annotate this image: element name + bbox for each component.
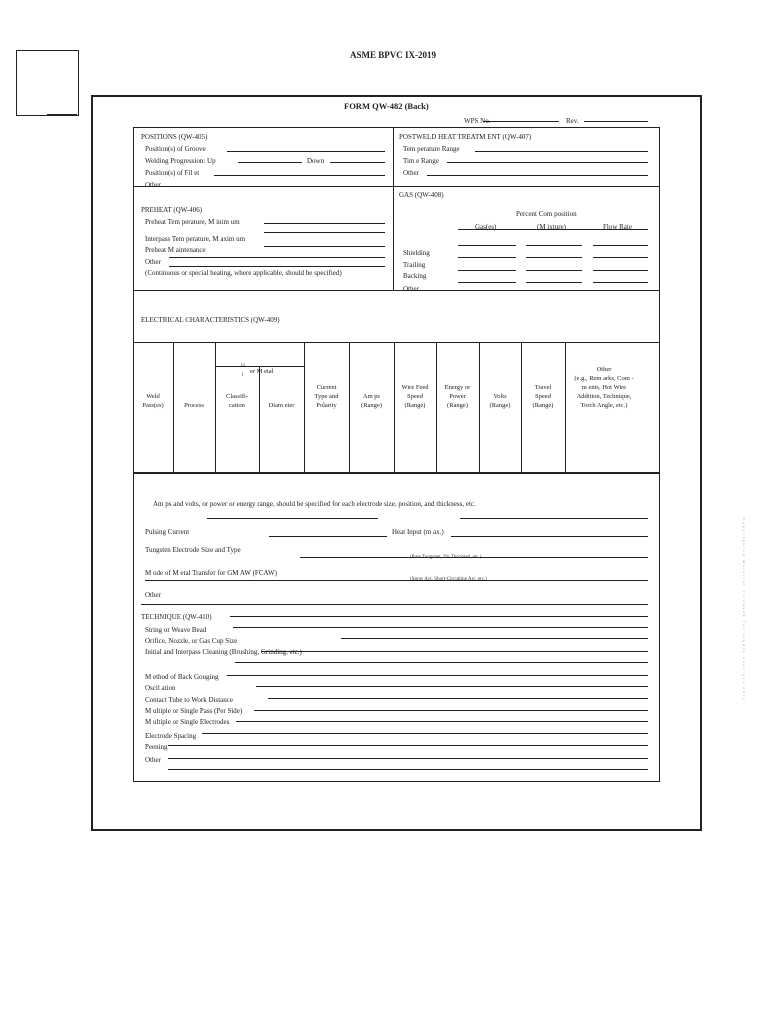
orifice-field[interactable] bbox=[341, 638, 648, 639]
back-gouging-field[interactable] bbox=[227, 675, 648, 676]
trailing-mixture-field[interactable] bbox=[526, 270, 582, 271]
shielding-gas-field[interactable] bbox=[458, 257, 516, 258]
corner-box bbox=[16, 50, 79, 116]
progression-down-field[interactable] bbox=[330, 162, 385, 163]
cleaning-field[interactable] bbox=[261, 651, 648, 652]
metal-transfer-label: M ode of M etal Transfer for GM AW (FCAW) bbox=[145, 569, 277, 577]
ctwd-field[interactable] bbox=[268, 698, 648, 699]
metal-transfer-hint: (Spray Arc, Short-Circuiting Arc, etc.) bbox=[410, 577, 487, 582]
pwht-time-field[interactable] bbox=[447, 162, 648, 163]
shielding-mixture-field[interactable] bbox=[526, 257, 582, 258]
wps-number-label: WPS No. bbox=[464, 117, 491, 125]
preheat-maintenance-label: Preheat M aintenance bbox=[145, 246, 206, 254]
gas-col-gases: Gas(es) bbox=[475, 223, 497, 231]
gas-heading: GAS (QW-408) bbox=[399, 191, 444, 199]
gas-shielding-label: Shielding bbox=[403, 249, 430, 257]
groove-position-label: Position(s) of Groove bbox=[145, 145, 206, 153]
single-multiple-electrodes-label: M ultiple or Single Electrodes bbox=[145, 718, 230, 726]
electrical-other-label: Other bbox=[145, 591, 161, 599]
preheat-min-label: Preheat Tem perature, M inim um bbox=[145, 218, 240, 226]
revision-label: Rev. bbox=[566, 117, 579, 125]
heat-input-field[interactable] bbox=[451, 536, 648, 537]
corner-box-underline bbox=[47, 114, 77, 115]
col-passes-label: Pass(es) bbox=[142, 402, 164, 409]
preheat-min-field-2[interactable] bbox=[264, 232, 385, 233]
progression-up-label: Welding Progression: Up bbox=[145, 157, 216, 165]
col-other-label-1: Other bbox=[596, 366, 612, 373]
revision-field[interactable] bbox=[584, 121, 648, 122]
ctwd-label: Contact Tube to Work Distance bbox=[145, 696, 233, 704]
positions-other-label: Other bbox=[145, 181, 161, 189]
page-header-title: ASME BPVC IX-2019 bbox=[350, 50, 437, 60]
shielding-flow-field[interactable] bbox=[593, 257, 648, 258]
preheat-other-label: Other bbox=[145, 258, 161, 266]
positions-other-field[interactable] bbox=[169, 186, 385, 187]
electrode-spacing-label: Electrode Spacing bbox=[145, 732, 197, 740]
filler-metal-label-b: er M etal bbox=[250, 368, 274, 375]
string-weave-field[interactable] bbox=[233, 627, 648, 628]
electrical-table-top bbox=[133, 342, 659, 343]
col-process-label: Process bbox=[184, 402, 204, 409]
heat-input-label: Heat Input (m ax.) bbox=[392, 528, 444, 536]
progression-down-label: Down bbox=[307, 157, 325, 165]
pwht-other-field[interactable] bbox=[427, 175, 648, 176]
electrical-table-bottom bbox=[133, 472, 659, 474]
col-classification-label-a: Classifi- bbox=[225, 393, 249, 400]
groove-position-field[interactable] bbox=[227, 151, 385, 152]
col-wire-feed-label-b: Speed bbox=[407, 393, 423, 400]
col-current-label-c: Polarity bbox=[316, 402, 337, 409]
col-energy-label-c: (Range) bbox=[447, 402, 468, 409]
single-multiple-electrodes-field[interactable] bbox=[236, 721, 648, 722]
preheat-note: (Continuous or special heating, where applicable, should be specified) bbox=[145, 269, 342, 277]
margin-license-note: Copyrighted material licensed for single user use only bbox=[742, 518, 746, 702]
oscillation-field[interactable] bbox=[256, 686, 648, 687]
technique-other-label: Other bbox=[145, 756, 161, 764]
form-title: FORM QW-482 (Back) bbox=[344, 101, 429, 111]
backing-flow-field[interactable] bbox=[593, 282, 648, 283]
gas-other-label: Other bbox=[403, 285, 419, 293]
technique-other-field-2[interactable] bbox=[168, 769, 648, 770]
cleaning-label: Initial and Interpass Cleaning (Brushing, Grinding, etc.) bbox=[145, 648, 302, 656]
technique-other-field[interactable] bbox=[168, 758, 648, 759]
col-wire-feed-label-c: (Range) bbox=[404, 402, 426, 409]
col-travel-label-a: Travel bbox=[534, 384, 552, 391]
preheat-other-field[interactable] bbox=[169, 266, 385, 267]
col-other-label-2: (e.g., Rem arks, Com - bbox=[574, 375, 634, 382]
tungsten-hint: (Pure Tungsten, 2% Thoriated, etc.) bbox=[410, 555, 482, 560]
electrical-heading: ELECTRICAL CHARACTERISTICS (QW-409) bbox=[141, 316, 280, 324]
gas-backing-label: Backing bbox=[403, 272, 427, 280]
gas-col-mixture: (M ixture) bbox=[537, 223, 566, 231]
col-travel-label-b: Speed bbox=[535, 393, 551, 400]
electrical-other-rule bbox=[141, 604, 648, 605]
interpass-max-field[interactable] bbox=[264, 246, 385, 247]
col-weld-label: Weld bbox=[146, 393, 160, 400]
wps-number-field[interactable] bbox=[483, 121, 559, 122]
col-volts-label-a: Volts bbox=[493, 393, 507, 400]
col-divider-3 bbox=[259, 366, 260, 472]
orifice-label: Orifice, Nozzle, or Gas Cup Size bbox=[145, 637, 238, 645]
col-other-label-4: Addition, Technique, bbox=[576, 393, 632, 400]
percent-composition-label: Percent Com position bbox=[516, 210, 577, 218]
pwht-temp-field[interactable] bbox=[475, 151, 648, 152]
col-amps-label-a: Am ps bbox=[362, 393, 381, 400]
preheat-maintenance-field[interactable] bbox=[169, 257, 385, 258]
pwht-other-label: Other bbox=[403, 169, 419, 177]
amps-note-line-right bbox=[460, 518, 648, 519]
oscillation-label: Oscil ation bbox=[145, 684, 176, 692]
section-divider bbox=[393, 127, 394, 290]
pass-per-side-field[interactable] bbox=[254, 710, 648, 711]
pwht-bottom-rule bbox=[393, 186, 659, 187]
col-other-label-5: Torch Angle, etc.) bbox=[580, 402, 628, 409]
fillet-position-label: Position(s) of Fil et bbox=[145, 169, 200, 177]
pulsing-current-field[interactable] bbox=[269, 536, 387, 537]
col-current-label-b: Type and bbox=[314, 393, 339, 400]
gas-row-rule-1b bbox=[526, 245, 582, 246]
col-amps-label-b: (Range) bbox=[361, 402, 382, 409]
gas-header-rule bbox=[458, 229, 648, 230]
col-energy-label-a: Energy or bbox=[444, 384, 471, 391]
electrode-spacing-field[interactable] bbox=[202, 733, 648, 734]
string-weave-label: String or Weave Bead bbox=[145, 626, 207, 634]
col-current-label-a: Current bbox=[316, 384, 337, 391]
technique-heading: TECHNIQUE (QW-410) bbox=[141, 613, 212, 621]
peening-label: Peening bbox=[145, 743, 168, 751]
interpass-max-label: Interpass Tem perature, M axim um bbox=[145, 235, 246, 243]
tungsten-electrode-label: Tungsten Electrode Size and Type bbox=[145, 546, 241, 554]
metal-transfer-field[interactable] bbox=[145, 580, 648, 581]
filler-metal-label-c: l bbox=[242, 373, 244, 378]
col-classification-label-b: cation bbox=[229, 402, 245, 409]
pass-per-side-label: M ultiple or Single Pass (Per Side) bbox=[145, 707, 243, 715]
pwht-temp-label: Tem perature Range bbox=[403, 145, 460, 153]
amps-note-line-left bbox=[207, 518, 378, 519]
col-energy-label-b: Power bbox=[449, 393, 466, 400]
back-gouging-label: M ethod of Back Gouging bbox=[145, 673, 219, 681]
progression-up-field[interactable] bbox=[238, 162, 302, 163]
pwht-heading: POSTWELD HEAT TREATM ENT (QW-407) bbox=[399, 133, 532, 141]
pulsing-current-label: Pulsing Current bbox=[145, 528, 190, 536]
col-travel-label-c: (Range) bbox=[532, 402, 554, 409]
positions-heading: POSITIONS (QW-405) bbox=[141, 133, 208, 141]
filler-metal-label-a: Fi bbox=[241, 364, 246, 369]
trailing-flow-field[interactable] bbox=[593, 270, 648, 271]
fillet-position-field[interactable] bbox=[214, 175, 385, 176]
gas-row-rule-1a bbox=[458, 245, 516, 246]
amps-volts-note: Am ps and volts, or power or energy range, should be specified for each electrode size, position, and thickness, etc. bbox=[153, 500, 476, 508]
peening-field[interactable] bbox=[168, 745, 648, 746]
gas-col-flow-rate: Flow Rate bbox=[603, 223, 632, 231]
gas-row-rule-1c bbox=[593, 245, 648, 246]
trailing-gas-field[interactable] bbox=[458, 270, 516, 271]
preheat-heading: PREHEAT (QW-406) bbox=[141, 206, 203, 214]
backing-gas-field[interactable] bbox=[458, 282, 516, 283]
preheat-gas-bottom-rule bbox=[133, 290, 659, 291]
col-diameter-label: Diam eter bbox=[268, 402, 295, 409]
cleaning-field-2[interactable] bbox=[235, 662, 648, 663]
col-other-label-3: m ents, Hot Wire bbox=[581, 384, 627, 391]
preheat-min-field[interactable] bbox=[264, 223, 385, 224]
gas-trailing-label: Trailing bbox=[403, 261, 426, 269]
backing-mixture-field[interactable] bbox=[526, 282, 582, 283]
col-volts-label-b: (Range) bbox=[489, 402, 511, 409]
technique-heading-field bbox=[230, 616, 648, 617]
pwht-time-label: Tim e Range bbox=[403, 157, 439, 165]
col-wire-feed-label-a: Wire Feed bbox=[401, 384, 429, 391]
